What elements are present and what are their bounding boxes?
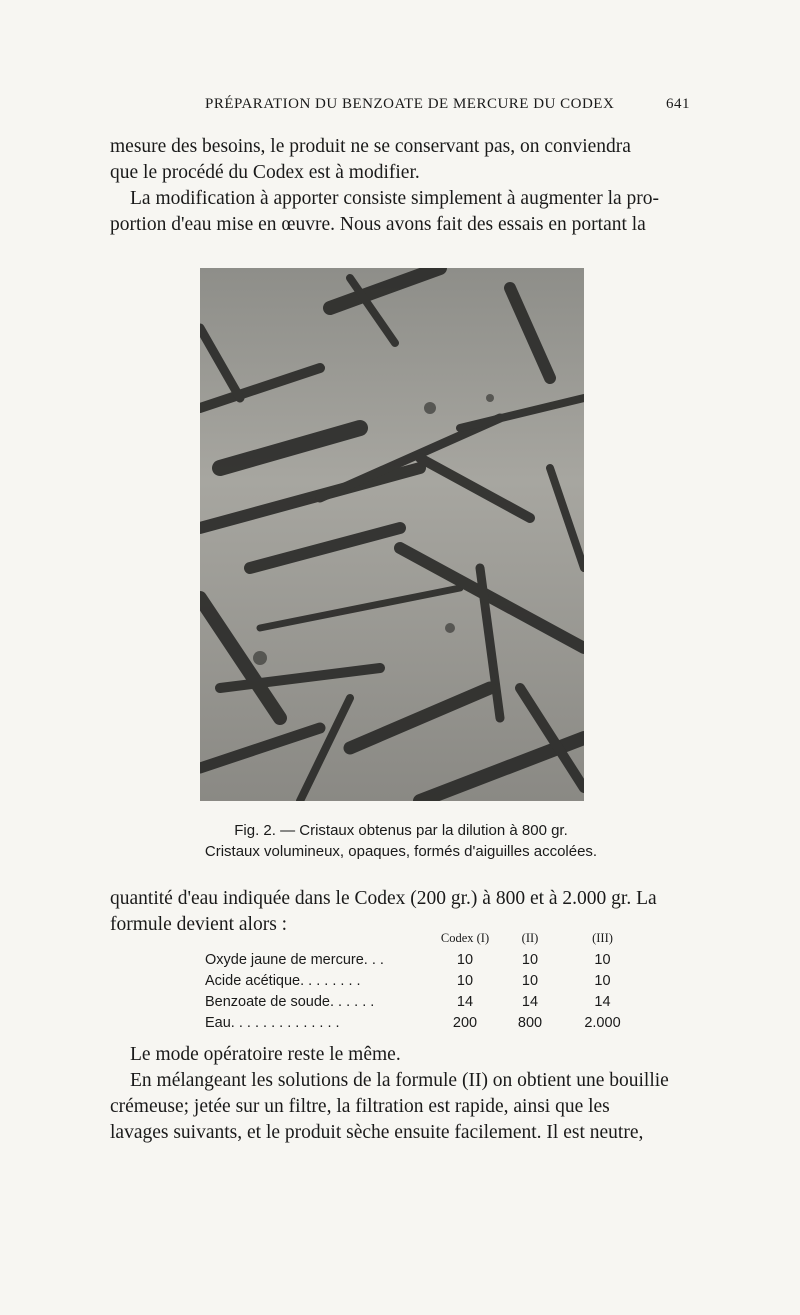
quantity-cell: 10	[456, 972, 474, 989]
formula-table	[205, 928, 645, 1033]
quantity-cell: 14	[594, 993, 611, 1010]
text-line: quantité d'eau indiquée dans le Codex (200 gr.) à 800 et à 2.000 gr. La	[110, 888, 657, 909]
ingredient-label: Acide acétique. . . . . . . .	[205, 972, 361, 989]
text-line: que le procédé du Codex est à modifier.	[110, 162, 420, 183]
text-line: lavages suivants, et le produit sèche ensuite facilement. Il est neutre,	[110, 1122, 644, 1143]
text-line: mesure des besoins, le produit ne se conservant pas, on conviendra	[110, 136, 631, 157]
paragraph-3	[110, 1042, 692, 1146]
table-row	[205, 970, 645, 991]
quantity-cell: 10	[594, 972, 611, 989]
quantity-cell: 14	[521, 993, 539, 1010]
text-line: crémeuse; jetée sur un filtre, la filtration est rapide, ainsi que les	[110, 1096, 610, 1117]
quantity-cell: 10	[521, 972, 539, 989]
ingredient-label: Oxyde jaune de mercure. . .	[205, 951, 384, 968]
text-line: Le mode opératoire reste le même.	[130, 1044, 401, 1065]
paragraph-1	[110, 134, 692, 238]
column-header: (III)	[592, 931, 613, 945]
running-title: PRÉPARATION DU BENZOATE DE MERCURE DU CODEX	[205, 96, 615, 112]
text-line: En mélangeant les solutions de la formule (II) on obtient une bouillie	[130, 1070, 669, 1091]
ingredient-label: Benzoate de soude. . . . . .	[205, 993, 375, 1010]
page-number: 641	[666, 96, 690, 112]
text-line: portion d'eau mise en œuvre. Nous avons fait des essais en portant la	[110, 214, 646, 235]
ingredient-label: Eau. . . . . . . . . . . . . .	[205, 1014, 340, 1031]
table-row	[205, 949, 645, 970]
micrograph-image	[200, 268, 584, 801]
quantity-cell: 10	[521, 951, 539, 968]
quantity-cell: 10	[456, 951, 474, 968]
table-header-row	[205, 928, 645, 949]
table-row	[205, 991, 645, 1012]
column-header: (II)	[521, 931, 539, 945]
figure-caption	[110, 820, 692, 862]
quantity-cell: 10	[594, 951, 611, 968]
table-row	[205, 1012, 645, 1033]
quantity-cell: 200	[452, 1014, 478, 1031]
quantity-cell: 14	[456, 993, 474, 1010]
quantity-cell: 800	[517, 1014, 543, 1031]
caption-line: Cristaux volumineux, opaques, formés d'aiguilles accolées.	[204, 843, 598, 860]
column-header: Codex (I)	[440, 931, 490, 945]
text-line: La modification à apporter consiste simplement à augmenter la pro-	[130, 188, 660, 209]
caption-line: Fig. 2. — Cristaux obtenus par la dilution à 800 gr.	[234, 822, 568, 839]
crystal-micrograph	[200, 268, 584, 801]
text-line: formule devient alors :	[110, 914, 288, 935]
quantity-cell: 2.000	[584, 1014, 621, 1031]
